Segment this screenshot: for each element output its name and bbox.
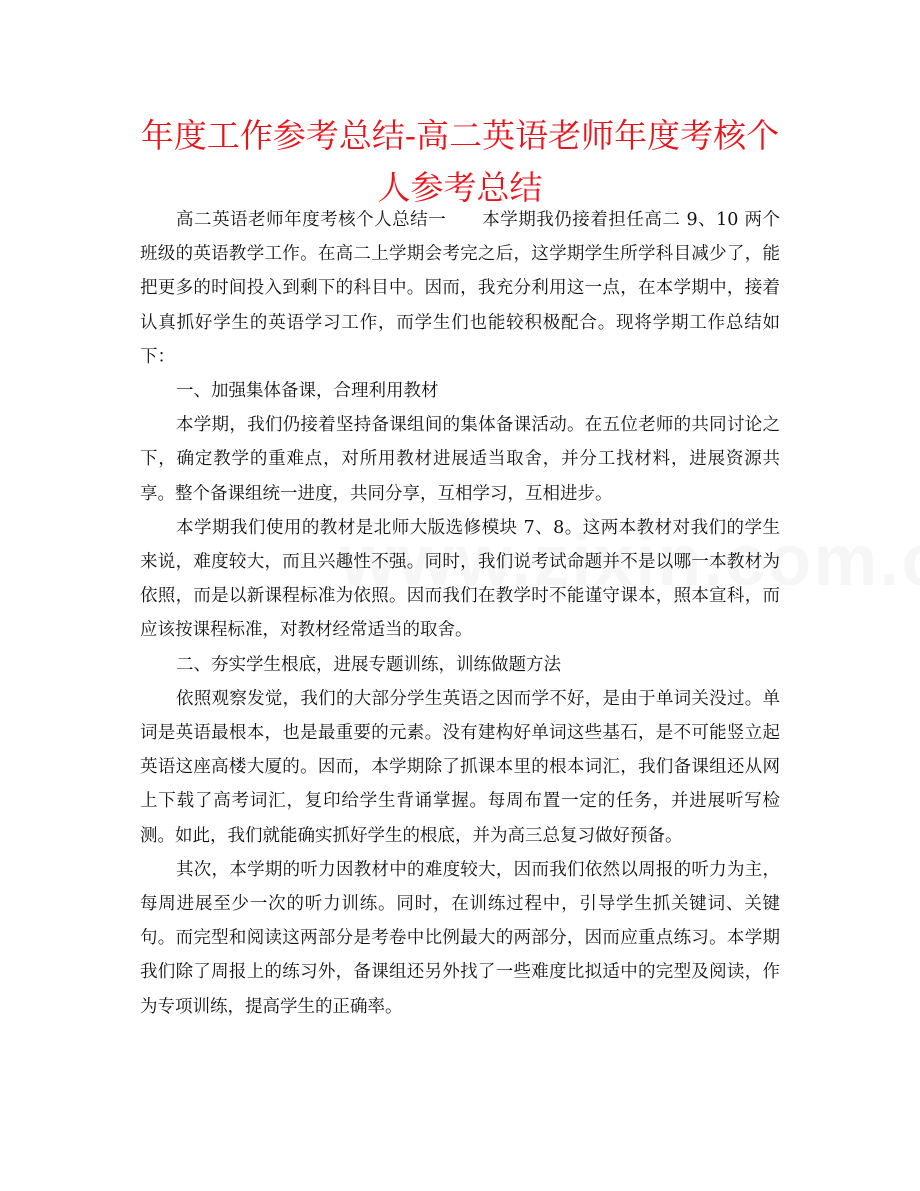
paragraph: 依照观察发觉，我们的大部分学生英语之因而学不好，是由于单词关没过。单词是英语最根本，也是最重要的元素。没有建构好单词这些基石，是不可能竖立起英语这座高楼大厦的。因而，本学期除了抓课本里的根本词汇，我们备课组还从网上下载了高考词汇，复印给学生背诵掌握。每周布置一定的任务，并进展听写检测。如此，我们就能确实抓好学生的根底，并为高三总复习做好预备。 bbox=[140, 688, 780, 846]
paragraph: 其次，本学期的听力因教材中的难度较大，因而我们依然以周报的听力为主，每周进展至少一次的听力训练。同时，在训练过程中，引导学生抓关键词、关键句。而完型和阅读这两部分是考卷中比例最大的两部分，因而应重点练习。本学期我们除了周报上的练习外，备课组还另外找了一些难度比拟适中的完型及阅读，作为专项训练，提高学生的正确率。 bbox=[140, 859, 780, 1017]
section-heading-1: 一、加强集体备课，合理利用教材 bbox=[176, 381, 439, 402]
paragraph-intro: 高二英语老师年度考核个人总结一 本学期我仍接着担任高二 9、10 两个班级的英语教学工作。在高二上学期会考完之后，这学期学生所学科目减少了，能把更多的时间投入到剩下的科目中。因而，我充分利用这一点，在本学期中，接着认真抓好学生的英语学习工作，而学生们也能较积极配合。现将学期工作总结如下： bbox=[140, 210, 780, 367]
document-title: 年度工作参考总结-高二英语老师年度考核个人参考总结 bbox=[140, 116, 780, 207]
section-heading-2: 二、夯实学生根底，进展专题训练，训练做题方法 bbox=[176, 654, 561, 675]
paragraph: 本学期我们使用的教材是北师大版选修模块 7、8。这两本教材对我们的学生来说，难度较大，而且兴趣性不强。同时，我们说考试命题并不是以哪一本教材为依照，而是以新课程标准为依照。因而我们在教学时不能谨守课本，照本宣科，而应该按课程标准，对教材经常适当的取舍。 bbox=[140, 517, 780, 641]
paragraph: 本学期，我们仍接着坚持备课组间的集体备课活动。在五位老师的共同讨论之下，确定教学的重难点，对所用教材进展适当取舍，并分工找材料，进展资源共享。整个备课组统一进度，共同分享，互相学习，互相进步。 bbox=[140, 415, 780, 504]
document-body bbox=[140, 203, 780, 1024]
